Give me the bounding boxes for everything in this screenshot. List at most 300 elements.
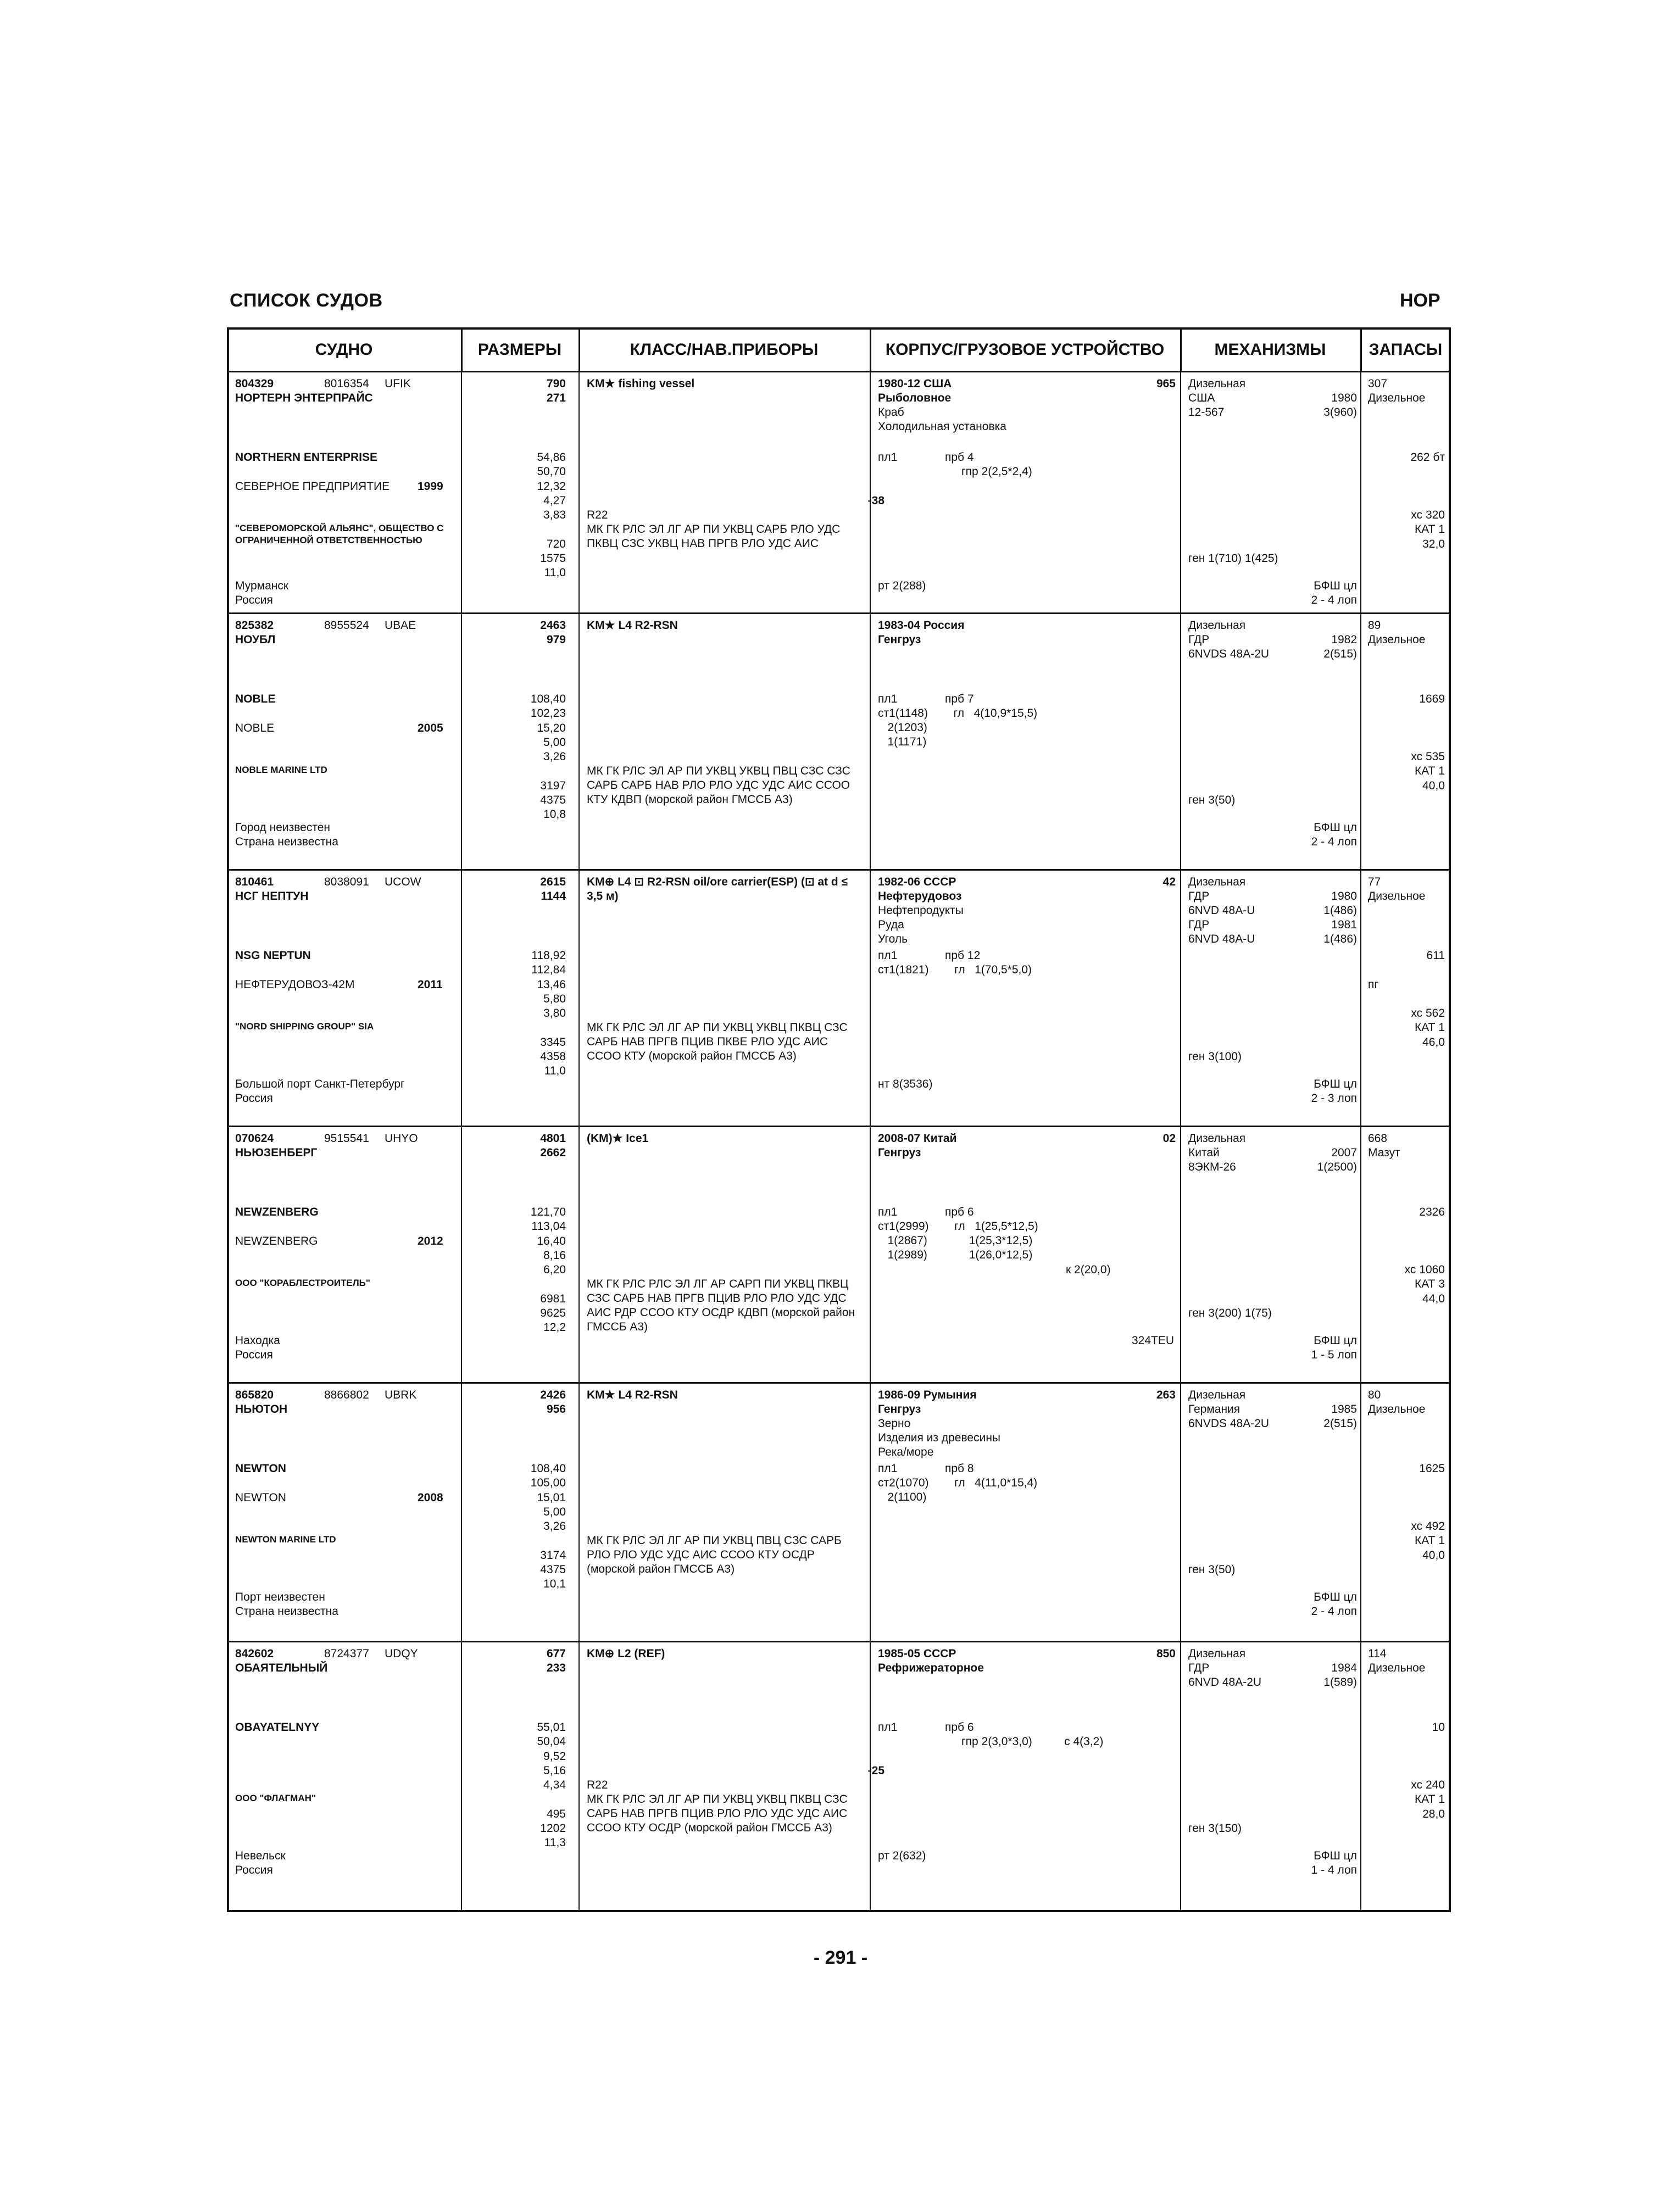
build-number: 850 [1156, 1647, 1176, 1660]
propeller-blades: 2 - 4 лоп [1311, 835, 1357, 848]
build-number: 02 [1162, 1132, 1176, 1145]
engine-info: Китай [1188, 1146, 1220, 1159]
engine-value: 1(486) [1323, 904, 1357, 917]
dimension-value: 6981 [540, 1293, 566, 1305]
nav-equipment: МК ГК РЛС ЭЛ ЛГ АР ПИ УКВЦ ПВЦ СЗС САРБ РЛО РЛО УДС УДС АИС ССОО КТУ ОСДР (морской район ГМССБ А3) [587, 1534, 842, 1575]
supply-value: 1625 [1419, 1462, 1445, 1475]
tanks: нт 8(3536) [878, 1078, 933, 1090]
col-divider [1180, 372, 1181, 612]
dimension-value: 4375 [540, 794, 566, 806]
dimension-value: 677 [546, 1647, 566, 1660]
col-divider [870, 327, 871, 372]
class-notation: KM★ fishing vessel [587, 377, 695, 390]
deck-count: пл1 [878, 693, 898, 705]
supply-value: 262 бт [1410, 451, 1445, 464]
vessel-name-ru: НЬЮЗЕНБЕРГ [235, 1146, 318, 1159]
owner: "NORD SHIPPING GROUP" SIA [235, 1021, 374, 1032]
col-divider [578, 871, 580, 1126]
generators: ген 3(200) 1(75) [1188, 1307, 1272, 1319]
engine-value: 3(960) [1323, 406, 1357, 419]
engine-info: ГДР [1188, 1662, 1210, 1674]
vessel-name-en: NSG NEPTUN [235, 949, 311, 962]
propeller-blades: 2 - 4 лоп [1311, 1605, 1357, 1618]
dimension-value: 1575 [540, 552, 566, 565]
engine-info: Дизельная [1188, 1647, 1246, 1660]
col-divider [461, 327, 463, 372]
hull-type: Уголь [878, 933, 908, 945]
owner: ООО "ФЛАГМАН" [235, 1793, 316, 1803]
propeller-blades: 2 - 4 лоп [1311, 594, 1357, 606]
dimension-value: 108,40 [530, 1462, 566, 1475]
dimension-value: 3197 [540, 779, 566, 792]
hull-type: Руда [878, 918, 904, 931]
imo-number: 8866802 [324, 1389, 369, 1401]
dimension-value: 11,0 [544, 566, 566, 579]
rename-year: 1999 [418, 480, 443, 493]
deck-count: пл1 [878, 1206, 898, 1218]
vessel-entry [227, 614, 1451, 871]
dimension-value: 495 [546, 1808, 566, 1820]
rename-year: 2008 [418, 1491, 443, 1504]
rename-year: 2011 [418, 978, 443, 991]
supply-value: КАТ 1 [1415, 1534, 1445, 1547]
engine-info: 12-567 [1188, 406, 1225, 419]
propeller-type: БФШ цл [1314, 1591, 1357, 1603]
supply-value: КАТ 3 [1415, 1278, 1445, 1290]
col-divider [1360, 614, 1361, 869]
engine-info: Дизельная [1188, 876, 1246, 888]
col-divider [1360, 1642, 1361, 1910]
supply-value: 40,0 [1422, 779, 1445, 792]
country: Страна неизвестна [235, 835, 338, 848]
hold-hatch: 2(1203) [878, 721, 927, 734]
vessel-name-en: NEWTON [235, 1462, 286, 1475]
supply-value: Дизельное [1368, 392, 1426, 404]
engine-value: 1(486) [1323, 933, 1357, 945]
build-number: 263 [1156, 1389, 1176, 1401]
generators: ген 3(150) [1188, 1822, 1242, 1835]
nav-equipment: МК ГК РЛС РЛС ЭЛ ЛГ АР САРП ПИ УКВЦ ПКВЦ СЗС САРБ НАВ ПРГВ ПЦИВ РЛО РЛО УДС УДС АИС РДР ССОО КТУ ОСДР КДВП (морской район ГМССБ А3) [587, 1278, 855, 1333]
hull-type: Рыболовное [878, 392, 952, 404]
supply-value: 10 [1432, 1721, 1445, 1734]
col-divider [870, 614, 871, 869]
dimension-value: 3,83 [543, 509, 566, 521]
cranes: к 2(20,0) [1066, 1263, 1111, 1276]
generators: ген 1(710) 1(425) [1188, 552, 1278, 565]
call-sign: UHYO [385, 1132, 418, 1145]
supply-value: КАТ 1 [1415, 1021, 1445, 1034]
col-divider [461, 614, 462, 869]
propeller-blades: 1 - 5 лоп [1311, 1349, 1357, 1361]
dimension-value: 50,70 [537, 465, 566, 478]
col-divider [578, 1642, 580, 1910]
dimension-value: 55,01 [537, 1721, 566, 1734]
build-info: 1982-06 СССР [878, 876, 956, 888]
dimension-value: 12,2 [543, 1321, 566, 1334]
hull-type: Река/море [878, 1446, 934, 1458]
engine-info: США [1188, 392, 1215, 404]
propeller-type: БФШ цл [1314, 1850, 1357, 1862]
nav-equipment: МК ГК РЛС ЭЛ ЛГ АР ПИ УКВЦ САРБ РЛО УДС ПКВЦ СЗС УКВЦ НАВ ПРГВ РЛО УДС АИС [587, 523, 841, 550]
dimension-value: 54,86 [537, 451, 566, 464]
dimension-value: 4,27 [543, 494, 566, 507]
supply-value: 114 [1368, 1647, 1387, 1660]
home-port: Невельск [235, 1850, 286, 1862]
dimension-value: 102,23 [530, 707, 566, 720]
dimension-value: 118,92 [531, 949, 566, 962]
deck-count: пл1 [878, 451, 898, 464]
vessel-name-ru: НОРТЕРН ЭНТЕРПРАЙС [235, 392, 373, 404]
dimension-value: 5,80 [543, 993, 566, 1005]
dimension-value: 113,04 [531, 1220, 566, 1233]
supply-value: 89 [1368, 619, 1381, 632]
col-divider [870, 372, 871, 612]
dimension-value: 11,3 [544, 1836, 566, 1849]
dimension-value: 2662 [540, 1146, 566, 1159]
supply-value: 307 [1368, 377, 1388, 390]
engine-value: 1985 [1331, 1403, 1357, 1416]
page-number: - 291 - [813, 1947, 868, 1968]
propeller-blades: 1 - 4 лоп [1311, 1864, 1357, 1876]
propeller-type: БФШ цл [1314, 1078, 1357, 1090]
dimension-value: 10,1 [543, 1578, 566, 1590]
engine-value: 1984 [1331, 1662, 1357, 1674]
dimension-value: 11,0 [544, 1065, 566, 1077]
dimension-value: 8,16 [543, 1249, 566, 1262]
supply-value: хс 1060 [1404, 1263, 1445, 1276]
propeller-type: БФШ цл [1314, 1334, 1357, 1347]
class-extra: R22 [587, 509, 608, 521]
supply-value: 668 [1368, 1132, 1388, 1145]
vessel-name-ru: ОБАЯТЕЛЬНЫЙ [235, 1662, 328, 1674]
col-divider [870, 1384, 871, 1641]
former-name: NOBLE [235, 722, 275, 734]
build-info: 1985-05 СССР [878, 1647, 956, 1660]
dimension-value: 979 [546, 633, 566, 646]
supply-value: хс 562 [1411, 1007, 1445, 1020]
vessel-entry [227, 871, 1451, 1127]
country: Россия [235, 594, 273, 606]
dimension-value: 5,00 [543, 1506, 566, 1518]
country: Россия [235, 1864, 273, 1876]
vessel-name-ru: НЬЮТОН [235, 1403, 288, 1416]
vessel-name-en: OBAYATELNYY [235, 1721, 320, 1734]
dimension-value: 1144 [541, 890, 566, 903]
bulkhead-count: прб 6 [945, 1206, 974, 1218]
hull-type: Краб [878, 406, 904, 419]
bulkhead-count: прб 4 [945, 451, 974, 464]
country: Страна неизвестна [235, 1605, 338, 1618]
vessel-entry [227, 1642, 1451, 1910]
supply-value: 80 [1368, 1389, 1381, 1401]
rename-year: 2005 [418, 722, 443, 734]
former-name: NEWTON [235, 1491, 286, 1504]
build-number: 965 [1156, 377, 1176, 390]
supply-value: КАТ 1 [1415, 523, 1445, 536]
supply-value: 44,0 [1422, 1293, 1445, 1305]
rename-year: 2012 [418, 1235, 443, 1247]
supply-value: 40,0 [1422, 1549, 1445, 1562]
dimension-value: 5,00 [543, 736, 566, 749]
deck-count: пл1 [878, 1462, 898, 1475]
former-name: NEWZENBERG [235, 1235, 318, 1247]
dimension-value: 2463 [540, 619, 566, 632]
engine-value: 1(589) [1323, 1676, 1357, 1689]
dimension-value: 4801 [540, 1132, 566, 1145]
dimension-value: 4,34 [543, 1779, 566, 1791]
engine-info: ГДР [1188, 890, 1210, 903]
engine-info: 6NVD 48A-U [1188, 904, 1255, 917]
class-notation: KM★ L4 R2-RSN [587, 619, 678, 632]
hull-type: Генгруз [878, 1146, 921, 1159]
country: Россия [235, 1349, 273, 1361]
engine-info: 6NVD 48A-2U [1188, 1676, 1262, 1689]
vessel-name-ru: НСГ НЕПТУН [235, 890, 309, 903]
vessel-entry [227, 372, 1451, 614]
home-port: Мурманск [235, 580, 289, 592]
generators: ген 3(100) [1188, 1050, 1242, 1063]
imo-number: 9515541 [324, 1132, 369, 1145]
col-divider [578, 1384, 580, 1641]
reg-number: 825382 [235, 619, 274, 632]
col-header-hull: КОРПУС/ГРУЗОВОЕ УСТРОЙСТВО [885, 341, 1165, 359]
vessel-name-en: NORTHERN ENTERPRISE [235, 451, 378, 464]
class-extra: R22 [587, 1779, 608, 1791]
supply-value: 2326 [1419, 1206, 1445, 1218]
vessel-name-ru: НОУБЛ [235, 633, 276, 646]
ice-mark: -25 [867, 1764, 884, 1777]
propeller-type: БФШ цл [1314, 580, 1357, 592]
col-divider [1180, 614, 1181, 869]
dimension-value: 15,20 [537, 722, 566, 734]
col-divider [461, 372, 462, 612]
home-port: Находка [235, 1334, 280, 1347]
engine-value: 1982 [1331, 633, 1357, 646]
supply-value: пг [1368, 978, 1379, 991]
engine-value: 1980 [1331, 890, 1357, 903]
engine-value: 1981 [1331, 918, 1357, 931]
engine-value: 1980 [1331, 392, 1357, 404]
ice-mark: -38 [867, 494, 884, 507]
owner: NOBLE MARINE LTD [235, 765, 327, 775]
call-sign: UFIK [385, 377, 411, 390]
supply-value: хс 492 [1411, 1520, 1445, 1533]
engine-info: Дизельная [1188, 1389, 1246, 1401]
former-name: НЕФТЕРУДОВОЗ-42М [235, 978, 355, 991]
dimension-value: 720 [546, 538, 566, 550]
supply-value: КАТ 1 [1415, 765, 1445, 777]
supply-value: хс 240 [1411, 1779, 1445, 1791]
dimension-value: 13,46 [537, 978, 566, 991]
nav-equipment: МК ГК РЛС ЭЛ АР ПИ УКВЦ УКВЦ ПВЦ СЗС СЗС САРБ САРБ НАВ РЛО РЛО УДС УДС АИС ССОО КТУ КДВП (морской район ГМССБ А3) [587, 765, 850, 806]
dimension-value: 4375 [540, 1563, 566, 1576]
hold-hatch: гпр 2(3,0*3,0) с 4(3,2) [961, 1735, 1104, 1748]
dimension-value: 50,04 [537, 1735, 566, 1748]
dimension-value: 108,40 [530, 693, 566, 705]
class-notation: KM★ L4 R2-RSN [587, 1389, 678, 1401]
col-divider [1360, 871, 1361, 1126]
col-divider [461, 1127, 462, 1382]
hold-hatch: гпр 2(2,5*2,4) [961, 465, 1032, 478]
bulkhead-count: прб 8 [945, 1462, 974, 1475]
dimension-value: 9625 [540, 1307, 566, 1319]
country: Россия [235, 1092, 273, 1105]
hull-type: Генгруз [878, 1403, 921, 1416]
col-divider [1360, 327, 1362, 372]
reg-number: 842602 [235, 1647, 274, 1660]
hull-type: Нефтепродукты [878, 904, 964, 917]
bulkhead-count: прб 7 [945, 693, 974, 705]
section-code: НОР [1400, 290, 1440, 311]
col-divider [1360, 1384, 1361, 1641]
supply-value: 28,0 [1422, 1808, 1445, 1820]
hold-hatch: ст1(1821) гл 1(70,5*5,0) [878, 963, 1032, 976]
build-info: 1980-12 США [878, 377, 952, 390]
hull-type: Нефтерудовоз [878, 890, 962, 903]
hull-type: Рефрижераторное [878, 1662, 984, 1674]
engine-info: 6NVDS 48A-2U [1188, 648, 1270, 660]
supply-value: Дизельное [1368, 1662, 1426, 1674]
class-notation: KM⊕ L4 ⊡ R2-RSN oil/ore carrier(ESP) (⊡ at d ≤ 3,5 м) [587, 876, 848, 903]
dimension-value: 121,70 [530, 1206, 566, 1218]
col-divider [1360, 372, 1361, 612]
dimension-value: 15,01 [537, 1491, 566, 1504]
col-divider [1180, 327, 1182, 372]
col-header-machinery: МЕХАНИЗМЫ [1214, 341, 1326, 359]
col-divider [1180, 871, 1181, 1126]
vessel-name-en: NEWZENBERG [235, 1206, 319, 1218]
deck-count: пл1 [878, 949, 898, 962]
imo-number: 8724377 [324, 1647, 369, 1660]
call-sign: UDQY [385, 1647, 418, 1660]
col-divider [1180, 1127, 1181, 1382]
hold-hatch: 1(2867) 1(25,3*12,5) [878, 1234, 1033, 1247]
dimension-value: 10,8 [543, 808, 566, 821]
supply-value: 611 [1426, 949, 1445, 962]
nav-equipment: МК ГК РЛС ЭЛ ЛГ АР ПИ УКВЦ УКВЦ ПКВЦ СЗС САРБ НАВ ПРГВ ПЦИВ РЛО РЛО УДС УДС АИС ССОО КТУ ОСДР (морской район ГМССБ А3) [587, 1793, 848, 1834]
dimension-value: 105,00 [530, 1477, 566, 1489]
engine-info: ГДР [1188, 918, 1210, 931]
engine-info: ГДР [1188, 633, 1210, 646]
supply-value: КАТ 1 [1415, 1793, 1445, 1806]
deck-count: пл1 [878, 1721, 898, 1734]
engine-info: Дизельная [1188, 619, 1246, 632]
propeller-blades: 2 - 3 лоп [1311, 1092, 1357, 1105]
tanks: рт 2(632) [878, 1850, 926, 1862]
former-name: СЕВЕРНОЕ ПРЕДПРИЯТИЕ [235, 480, 390, 493]
dimension-value: 1202 [540, 1822, 566, 1835]
propeller-type: БФШ цл [1314, 821, 1357, 834]
supply-value: Мазут [1368, 1146, 1400, 1159]
build-info: 1983-04 Россия [878, 619, 965, 632]
engine-value: 2(515) [1323, 1417, 1357, 1430]
col-divider [578, 614, 580, 869]
engine-value: 2007 [1331, 1146, 1357, 1159]
supply-value: Дизельное [1368, 633, 1426, 646]
engine-info: 8ЭКМ-26 [1188, 1161, 1236, 1173]
hull-type: Зерно [878, 1417, 911, 1430]
owner: ООО "КОРАБЛЕСТРОИТЕЛЬ" [235, 1278, 370, 1288]
generators: ген 3(50) [1188, 794, 1236, 806]
col-divider [461, 1642, 462, 1910]
dimension-value: 16,40 [537, 1235, 566, 1247]
col-divider [1180, 1384, 1181, 1641]
col-divider [870, 1127, 871, 1382]
reg-number: 070624 [235, 1132, 274, 1145]
call-sign: UCOW [385, 876, 421, 888]
supply-value: Дизельное [1368, 890, 1426, 903]
vessel-entry [227, 1127, 1451, 1384]
dimension-value: 233 [546, 1662, 566, 1674]
dimension-value: 6,20 [543, 1263, 566, 1276]
owner: "СЕВЕРОМОРСКОЙ АЛЬЯНС", ОБЩЕСТВО С ОГРАНИЧЕННОЙ ОТВЕТСТВЕННОСТЬЮ [235, 523, 444, 545]
dimension-value: 4358 [540, 1050, 566, 1063]
col-divider [1180, 1642, 1181, 1910]
call-sign: UBAE [385, 619, 416, 632]
col-divider [578, 372, 580, 612]
teu: 324TEU [1132, 1334, 1175, 1347]
vessel-name-en: NOBLE [235, 693, 276, 705]
dimension-value: 12,32 [537, 480, 566, 493]
nav-equipment: МК ГК РЛС ЭЛ ЛГ АР ПИ УКВЦ УКВЦ ПКВЦ СЗС САРБ НАВ ПРГВ ПЦИВ ПКВЕ РЛО УДС АИС ССОО КТУ (морской район ГМССБ А3) [587, 1021, 848, 1062]
col-header-class: КЛАСС/НАВ.ПРИБОРЫ [630, 341, 819, 359]
hold-hatch: ст1(2999) гл 1(25,5*12,5) [878, 1220, 1038, 1233]
dimension-value: 3,26 [543, 750, 566, 763]
supply-value: 32,0 [1422, 538, 1445, 550]
bulkhead-count: прб 6 [945, 1721, 974, 1734]
reg-number: 810461 [235, 876, 274, 888]
dimension-value: 3,80 [543, 1007, 566, 1020]
dimension-value: 2426 [540, 1389, 566, 1401]
col-divider [578, 327, 580, 372]
engine-info: 6NVD 48A-U [1188, 933, 1255, 945]
call-sign: UBRK [385, 1389, 417, 1401]
engine-value: 2(515) [1323, 648, 1357, 660]
dimension-value: 271 [546, 392, 566, 404]
supply-value: 46,0 [1422, 1036, 1445, 1049]
class-notation: KM⊕ L2 (REF) [587, 1647, 665, 1660]
reg-number: 804329 [235, 377, 274, 390]
engine-info: Германия [1188, 1403, 1240, 1416]
engine-value: 1(2500) [1317, 1161, 1357, 1173]
dimension-value: 790 [546, 377, 566, 390]
col-header-supplies: ЗАПАСЫ [1369, 341, 1443, 359]
owner: NEWTON MARINE LTD [235, 1534, 336, 1545]
imo-number: 8016354 [324, 377, 369, 390]
dimension-value: 112,84 [531, 963, 566, 976]
hull-type: Холодильная установка [878, 420, 1006, 433]
supply-value: 1669 [1419, 693, 1445, 705]
engine-info: 6NVDS 48A-2U [1188, 1417, 1270, 1430]
col-divider [578, 1127, 580, 1382]
engine-info: Дизельная [1188, 377, 1246, 390]
build-info: 1986-09 Румыния [878, 1389, 977, 1401]
reg-number: 865820 [235, 1389, 274, 1401]
supply-value: Дизельное [1368, 1403, 1426, 1416]
hold-hatch: 1(1171) [878, 736, 927, 748]
hull-type: Генгруз [878, 633, 921, 646]
page-title: СПИСОК СУДОВ [230, 290, 383, 311]
col-header-vessel: СУДНО [315, 341, 373, 359]
home-port: Большой порт Санкт-Петербург [235, 1078, 405, 1090]
dimension-value: 2615 [540, 876, 566, 888]
home-port: Порт неизвестен [235, 1591, 325, 1603]
imo-number: 8038091 [324, 876, 369, 888]
hold-hatch: ст2(1070) гл 4(11,0*15,4) [878, 1477, 1038, 1489]
dimension-value: 3,26 [543, 1520, 566, 1533]
supply-value: хс 320 [1411, 509, 1445, 521]
bulkhead-count: прб 12 [945, 949, 981, 962]
